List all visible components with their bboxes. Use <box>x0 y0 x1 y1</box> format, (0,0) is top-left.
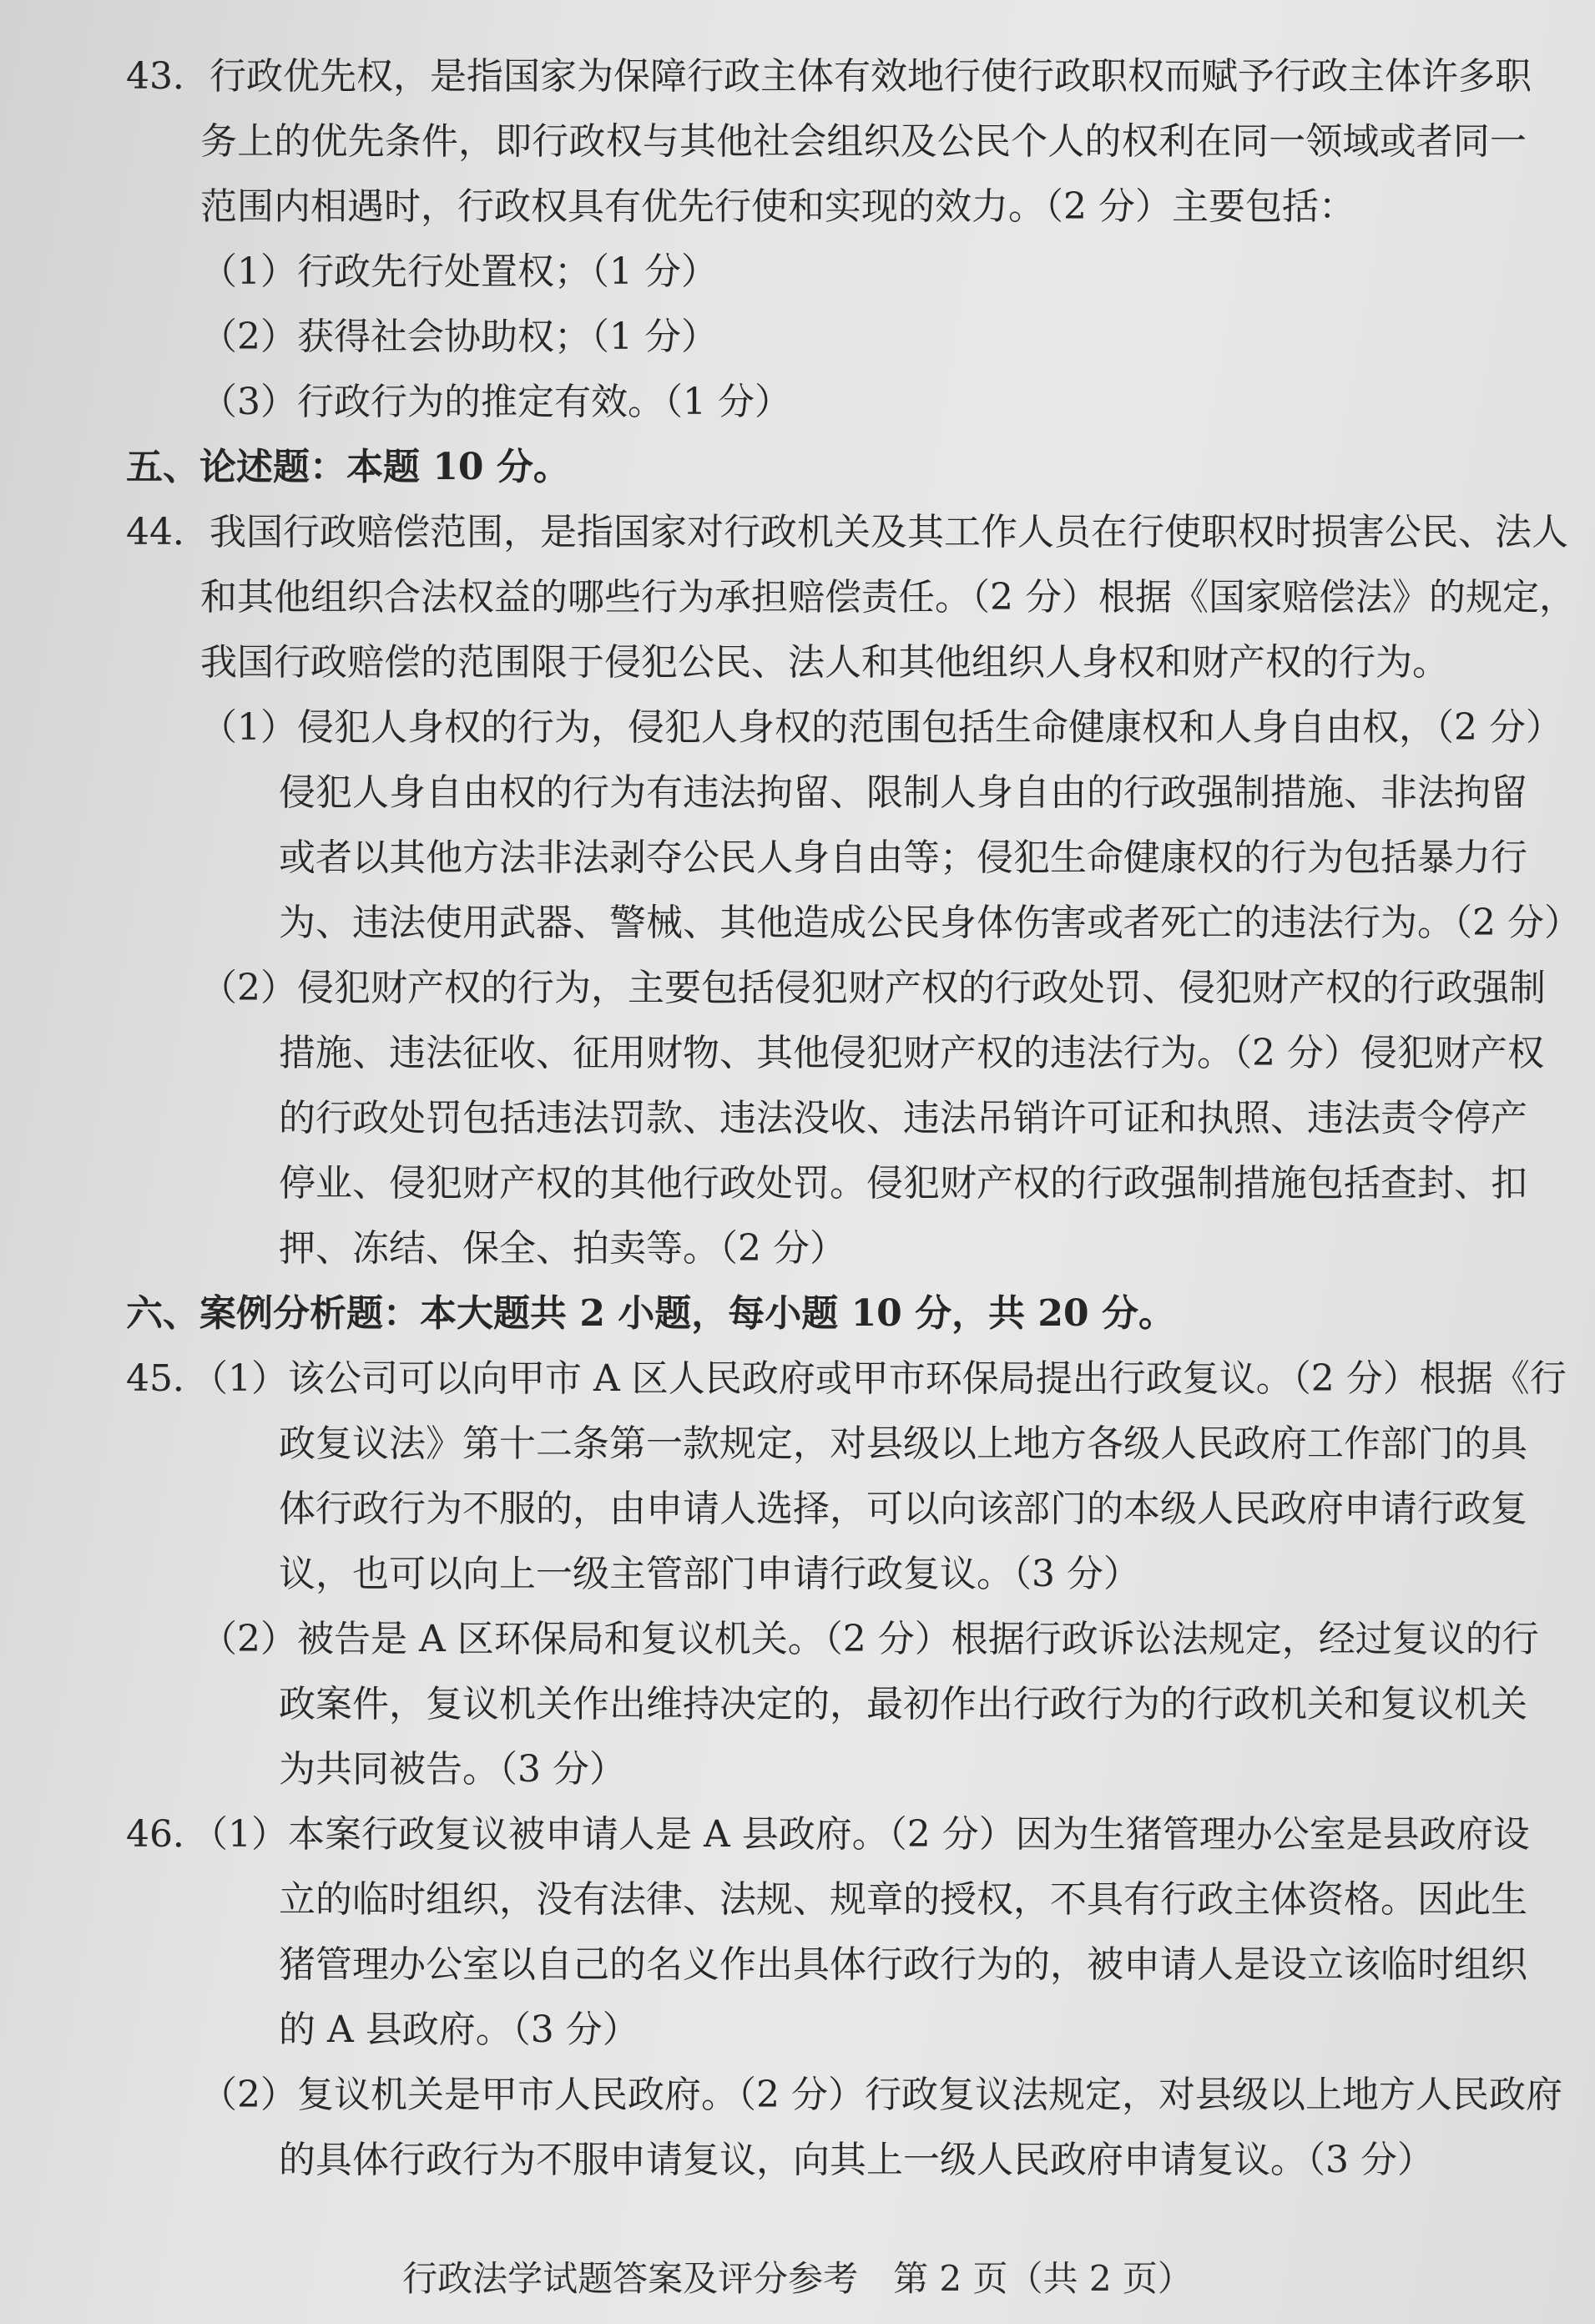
text-line: 议，也可以向上一级主管部门申请行政复议。（3 分） <box>279 1553 1140 1595</box>
text-line: 45．（1）该公司可以向甲市 A 区人民政府或甲市环保局提出行政复议。（2 分）根据《行 <box>126 1357 1567 1400</box>
text-line: （2）被告是 A 区环保局和复议机关。（2 分）根据行政诉讼法规定，经过复议的行 <box>200 1618 1539 1660</box>
text-line: 政案件，复议机关作出维持决定的，最初作出行政行为的行政机关和复议机关 <box>279 1683 1527 1725</box>
text-line: （1）侵犯人身权的行为，侵犯人身权的范围包括生命健康权和人身自由权，（2 分） <box>200 706 1562 749</box>
text-line: （2）获得社会协助权；（1 分） <box>200 316 718 358</box>
text-line: 措施、违法征收、征用财物、其他侵犯财产权的违法行为。（2 分）侵犯财产权 <box>279 1032 1544 1074</box>
text-line: 侵犯人身自由权的行为有违法拘留、限制人身自由的行政强制措施、非法拘留 <box>279 771 1527 814</box>
text-line: 为、违法使用武器、警械、其他造成公民身体伤害或者死亡的违法行为。（2 分） <box>279 902 1581 944</box>
text-line: 立的临时组织，没有法律、法规、规章的授权，不具有行政主体资格。因此生 <box>279 1878 1527 1921</box>
text-line: （2）复议机关是甲市人民政府。（2 分）行政复议法规定，对县级以上地方人民政府 <box>200 2074 1562 2116</box>
text-line: （3）行政行为的推定有效。（1 分） <box>200 381 791 423</box>
answer-document <box>0 44 1595 2193</box>
text-line: 的具体行政行为不服申请复议，向其上一级人民政府申请复议。（3 分） <box>279 2139 1434 2181</box>
text-line: 43．行政优先权，是指国家为保障行政主体有效地行使行政职权而赋予行政主体许多职 <box>126 55 1532 98</box>
section-heading: 六、案例分析题：本大题共 2 小题，每小题 10 分，共 20 分。 <box>126 1292 1175 1335</box>
text-line: 为共同被告。（3 分） <box>279 1748 626 1791</box>
page-footer: 行政法学试题答案及评分参考 第 2 页（共 2 页） <box>402 2258 1193 2299</box>
text-line: （1）行政先行处置权；（1 分） <box>200 250 718 293</box>
text-line: 46．（1）本案行政复议被申请人是 A 县政府。（2 分）因为生猪管理办公室是县政府设 <box>126 1813 1530 1856</box>
text-line: 体行政行为不服的，由申请人选择，可以向该部门的本级人民政府申请行政复 <box>279 1488 1527 1530</box>
text-line: 停业、侵犯财产权的其他行政处罚。侵犯财产权的行政强制措施包括查封、扣 <box>279 1162 1527 1205</box>
text-line: 的行政处罚包括违法罚款、违法没收、违法吊销许可证和执照、违法责令停产 <box>279 1097 1527 1139</box>
text-line: 或者以其他方法非法剥夺公民人身自由等；侵犯生命健康权的行为包括暴力行 <box>279 836 1527 879</box>
text-line: 和其他组织合法权益的哪些行为承担赔偿责任。（2 分）根据《国家赔偿法》的规定， <box>200 576 1576 619</box>
text-line: 44．我国行政赔偿范围，是指国家对行政机关及其工作人员在行使职权时损害公民、法人 <box>126 511 1568 553</box>
text-line: 猪管理办公室以自己的名义作出具体行政行为的，被申请人是设立该临时组织 <box>279 1943 1527 1986</box>
section-heading: 五、论述题：本题 10 分。 <box>126 446 570 488</box>
text-line: 务上的优先条件，即行政权与其他社会组织及公民个人的权利在同一领域或者同一 <box>200 120 1527 163</box>
text-line: 的 A 县政府。（3 分） <box>279 2008 639 2051</box>
text-line: 我国行政赔偿的范围限于侵犯公民、法人和其他组织人身权和财产权的行为。 <box>200 641 1449 684</box>
text-line: 政复议法》第十二条第一款规定，对县级以上地方各级人民政府工作部门的具 <box>279 1422 1527 1465</box>
text-line: 范围内相遇时，行政权具有优先行使和实现的效力。（2 分）主要包括： <box>200 185 1355 228</box>
text-line: （2）侵犯财产权的行为，主要包括侵犯财产权的行政处罚、侵犯财产权的行政强制 <box>200 967 1546 1009</box>
text-line: 押、冻结、保全、拍卖等。（2 分） <box>279 1227 846 1270</box>
